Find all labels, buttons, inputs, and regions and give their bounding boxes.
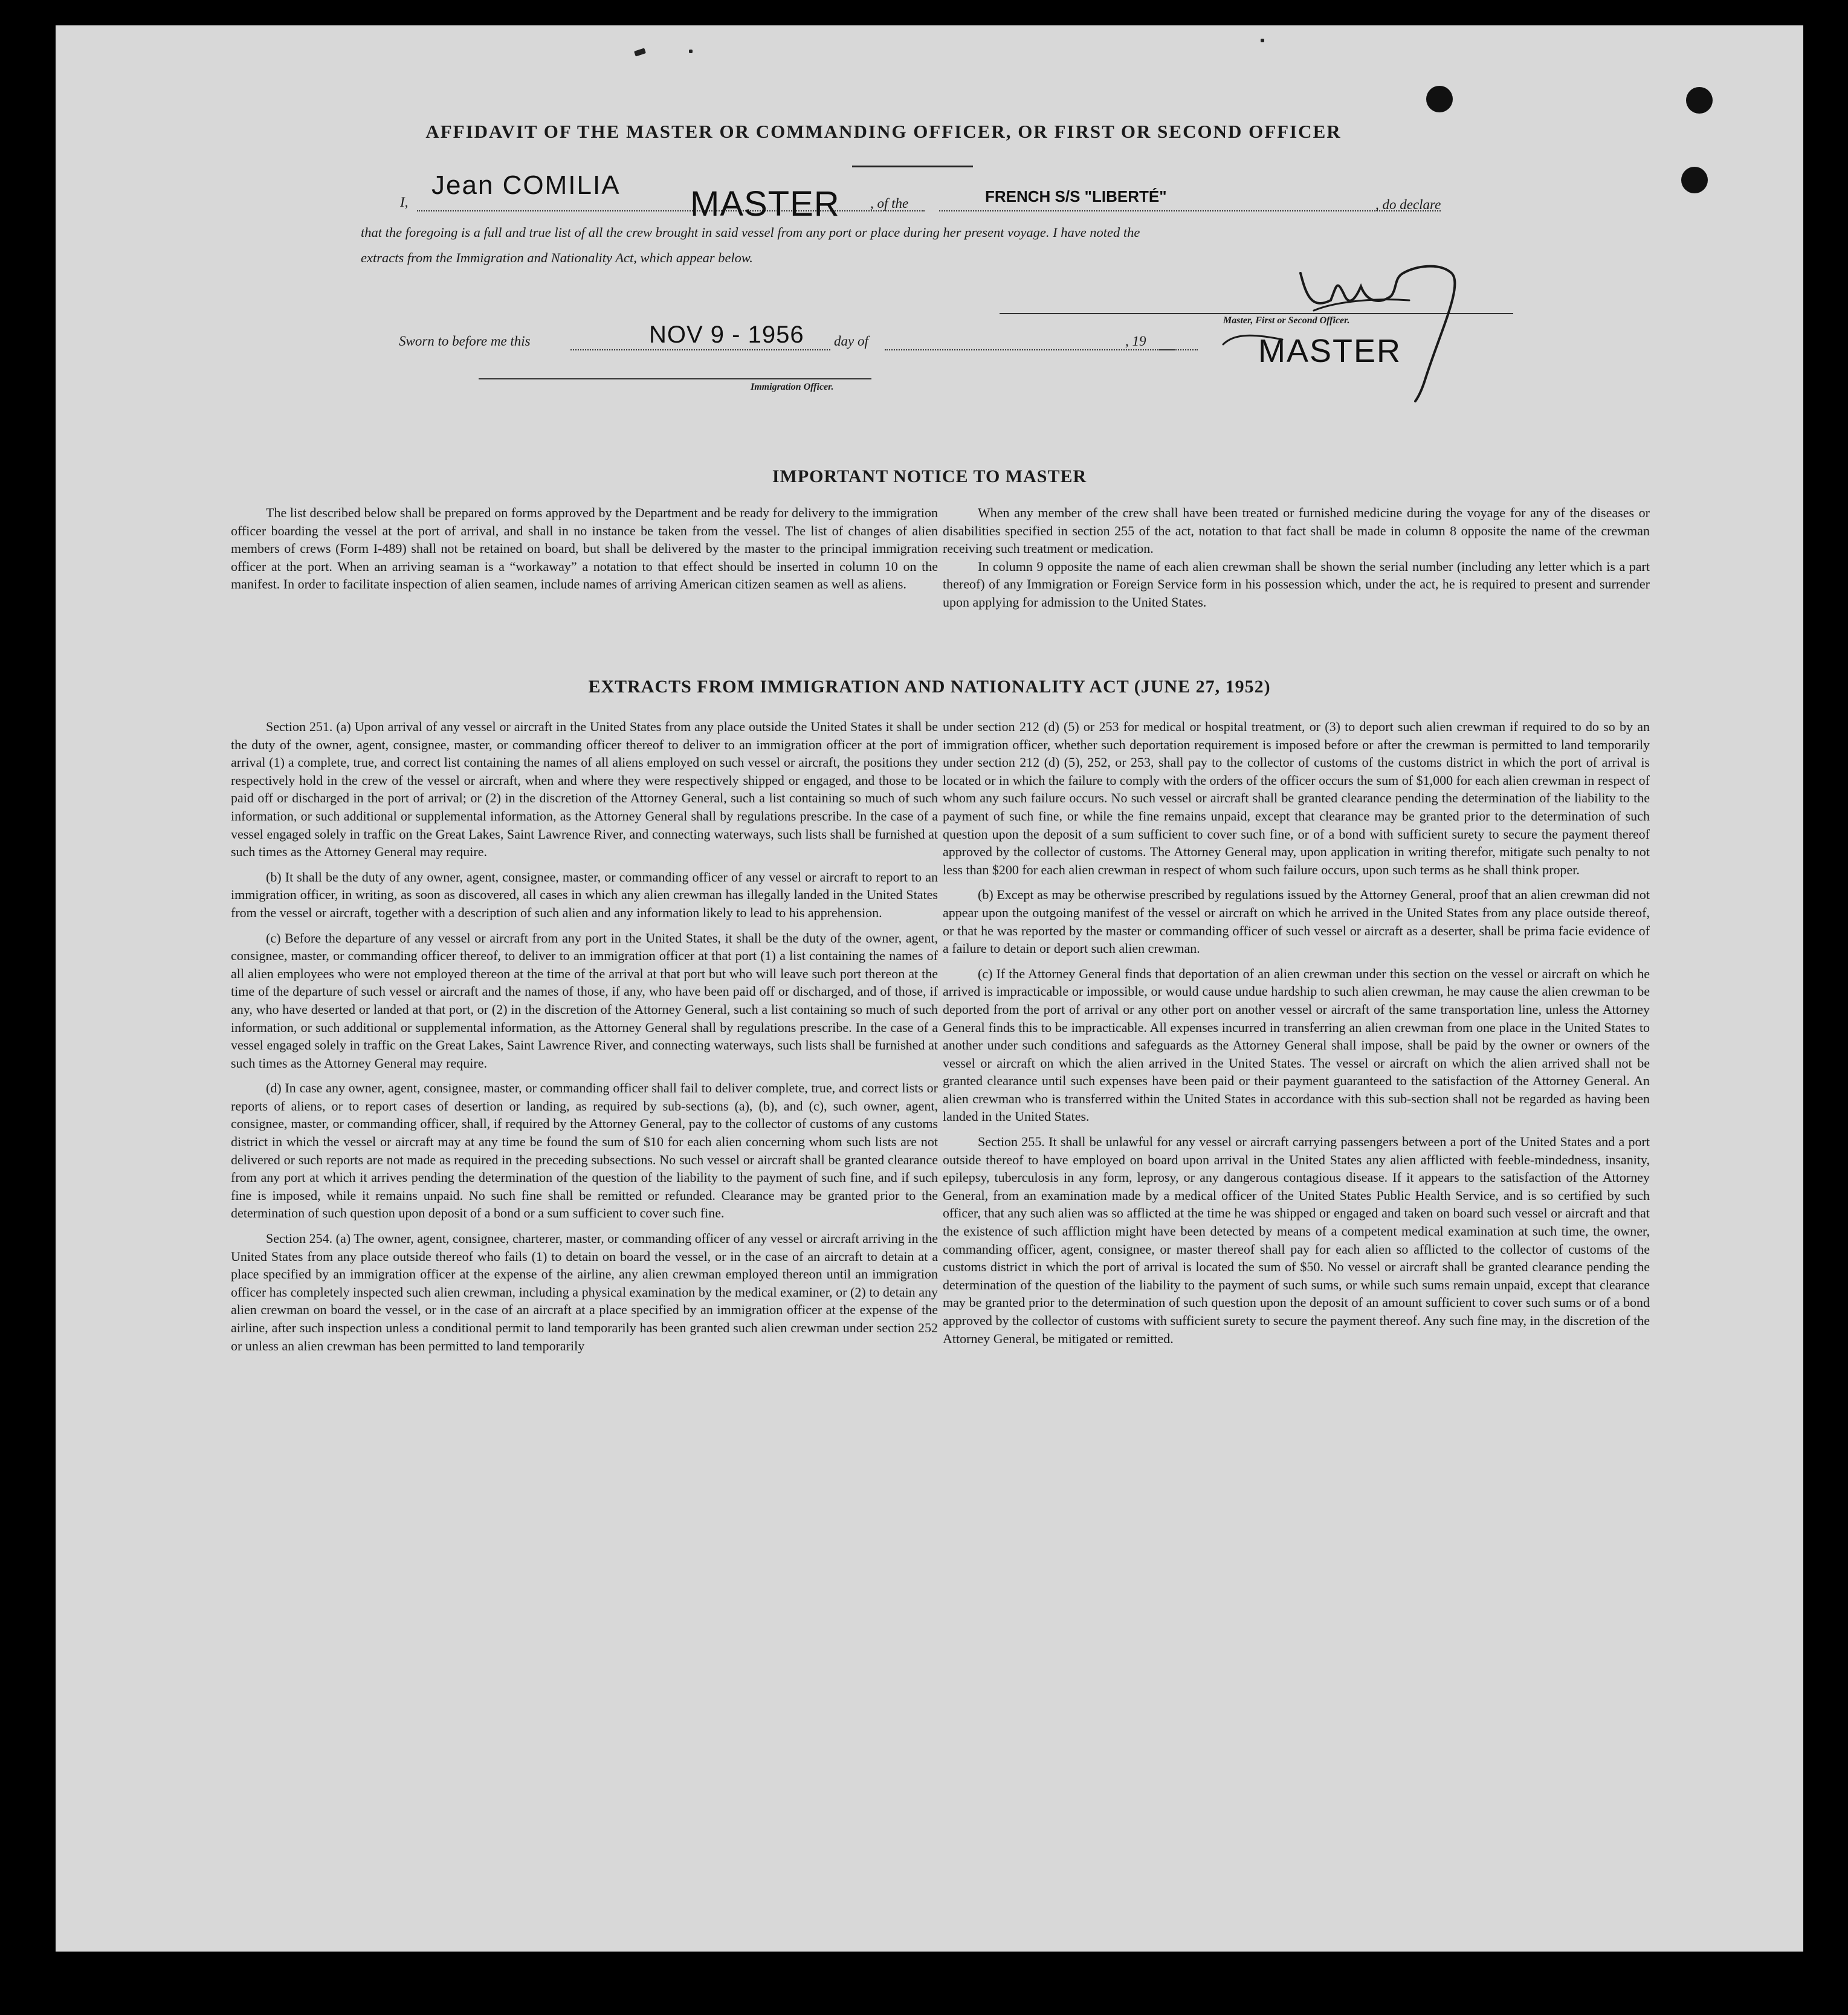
section-251-c: (c) Before the departure of any vessel or aircraft from any port in the United States, it shall be the duty of the owner, agent, consignee, master, or commanding officer thereof, to deliver to an immigration officer at that port (1) a list containing the names of all alien employees who were not employed thereon at the time of the arrival at that port but who will leave such port thereon at the time of the departure of such vessel or aircraft and the names of those, if any, who have been paid off or discharged, and of those, if any, who have deserted or landed at that port, or (2) in the discretion of the Attorney General, such a list containing so much of such information, or such additional or supplemental information, as the Attorney General shall by regulations prescribe. In the case of a vessel engaged solely in traffic on the Great Lakes, Saint Lawrence River, and connecting waterways, such lists shall be furnished at such times as the Attorney General may require.	[231, 930, 938, 1071]
punch-hole	[1426, 86, 1453, 112]
sworn-label: Sworn to before me this	[399, 334, 531, 349]
sworn-date-line	[570, 349, 830, 350]
notice-right-paragraph-1: When any member of the crew shall have been treated or furnished medicine during the voyage for any of the diseases or disabilities specified in section 255 of the act, notation to that fact shall be made in column 8 opposite the name of the crewman receiving such treatment or medication.	[943, 505, 1650, 556]
extracts-left-column	[231, 718, 938, 1355]
extracts-heading: EXTRACTS FROM IMMIGRATION AND NATIONALITY ACT (JUNE 27, 1952)	[588, 677, 1271, 697]
section-254-b: (b) Except as may be otherwise prescribed by regulations issued by the Attorney General, proof that an alien crewman did not appear upon the outgoing manifest of the vessel or aircraft on which he arrived in the United States from any place outside thereof, or that he was reported by the master or commanding officer of such vessel or aircraft as a deserter, shall be prima facie evidence of a failure to detain or deport such alien crewman.	[943, 887, 1650, 956]
rank-typed: MASTER	[690, 184, 840, 224]
master-signature	[1186, 243, 1488, 412]
do-declare-label: , do declare	[1375, 197, 1441, 212]
immigration-officer-caption: Immigration Officer.	[751, 382, 834, 392]
officer-stamp: MASTER	[1258, 333, 1402, 369]
section-254-a: Section 254. (a) The owner, agent, consignee, charterer, master, or commanding officer of any vessel or aircraft arriving in the United States from any place outside thereof who fails (1) to detain on board the vessel, or in the case of an aircraft to detain at a place specified by an immigration officer at the expense of the airline, any alien crewman employed thereon until an immigration officer has completely inspected such alien crewman, including a physical examination by the medical examiner, or (2) to detain any alien crewman on board the vessel, or in the case of an aircraft at a place specified by an immigration officer at the expense of the airline, after such inspection unless a conditional permit to land temporarily has been granted such alien crewman under section 252 or unless an alien crewman has been permitted to land temporarily	[231, 1231, 938, 1353]
name-field-line	[417, 210, 925, 211]
notice-heading: IMPORTANT NOTICE TO MASTER	[772, 466, 1087, 486]
vessel-name-typed: FRENCH S/S "LIBERTÉ"	[985, 187, 1167, 205]
of-the-label: , of the	[870, 196, 909, 211]
section-254-a-continued: under section 212 (d) (5) or 253 for medical or hospital treatment, or (3) to deport such alien crewman if required to do so by an immigration officer, whether such deportation requirement is imposed before or after the crewman is permitted to land temporarily under section 212 (d) (5), 252, or 253, shall pay to the collector of customs of the customs district in which the port of arrival is located or in which the failure to comply with the orders of the officer occurs the sum of $1,000 for each alien crewman in respect of whom any such failure occurs. No such vessel or aircraft shall be granted clearance pending the determination of the liability to the payment of such fine, or while the fine remains unpaid, except that clearance may be granted prior to the determination of such question upon the deposit of a sum sufficient to cover such fine, or of a bond with sufficient surety to secure the payment thereof approved by the collector of customs. The Attorney General may, upon application in writing therefor, mitigate such penalty to not less than $200 for each alien crewman in respect of whom such failure occurs, upon such terms as he shall think proper.	[943, 719, 1650, 877]
punch-hole	[1681, 167, 1708, 193]
notice-right-paragraph-2: In column 9 opposite the name of each alien crewman shall be shown the serial number (including any letter which is a part thereof) of any Immigration or Foreign Service form in his possession which, under the act, he is required to present and surrender upon applying for admission to the United States.	[943, 558, 1650, 610]
declaration-line-1: that the foregoing is a full and true list of all the crew brought in said vessel from any port or place during her present voyage. I have noted the	[361, 225, 1140, 240]
speck	[689, 50, 693, 53]
sworn-date-stamp: NOV 9 - 1956	[649, 321, 804, 348]
notice-left-paragraph: The list described below shall be prepared on forms approved by the Department and be ready for delivery to the immigration officer boarding the vessel at the port of arrival, and shall in no instance be taken from the vessel. The list of changes of alien members of crews (Form I-489) shall not be retained on board, but shall be delivered by the master to the principal immigration officer at the port. When an arriving seaman is a “workaway” a notation to that effect should be inserted in column 10 on the manifest. In order to facilitate inspection of alien seamen, include names of arriving American citizen seamen as well as aliens.	[231, 505, 938, 592]
month-field-line	[885, 349, 1175, 350]
extracts-right-column	[943, 718, 1650, 1347]
master-name-typed: Jean COMILIA	[431, 170, 621, 200]
section-254-c: (c) If the Attorney General finds that deportation of an alien crewman under this section on the vessel or aircraft on which he arrived is impracticable or impossible, or would cause undue hardship to such alien crewman, he may cause the alien crewman to be deported from the port of arrival or any other port on another vessel or aircraft of the same transportation line, unless the Attorney General finds this to be impracticable. All expenses incurred in transferring an alien crewman from one place in the United States to another under such conditions and safeguards as the Attorney General shall impose, shall be paid by the owner or owners of the vessel or aircraft on which the alien arrived in the United States. The vessel or aircraft on which the alien arrived shall not be granted clearance until such expenses have been paid or their payment guaranteed to the satisfaction of the Attorney General. An alien crewman who is transferred within the United States in accordance with this sub-section shall not be regarded as having been landed in the United States.	[943, 966, 1650, 1124]
section-251-b: (b) It shall be the duty of any owner, agent, consignee, master, or commanding officer of any vessel or aircraft to report to an immigration officer, in writing, as soon as discovered, all cases in which any alien crewman has illegally landed in the United States from the vessel or aircraft, together with a description of such alien and any information likely to lead to his apprehension.	[231, 869, 938, 920]
section-251-d: (d) In case any owner, agent, consignee, master, or commanding officer shall fail to deliver complete, true, and correct lists or reports of aliens, or to report cases of desertion or landing, as required by sub-sections (a), (b), and (c), such owner, agent, consignee, master, or commanding officer, shall, if required by the Attorney General, pay to the collector of customs of any customs district in which the vessel or aircraft may at any time be found the sum of $10 for each alien concerning whom such lists are not delivered or such reports are not made as required in the preceding subsections. No such vessel or aircraft shall be granted clearance from any port at which it arrives pending the determination of the question of the liability to the payment of such fine, and if such fine is imposed, while it remains unpaid. No such fine shall be remitted or refunded. Clearance may be granted prior to the determination of such question upon deposit of a bond or a sum sufficient to cover such fine.	[231, 1080, 938, 1221]
section-251-a: Section 251. (a) Upon arrival of any vessel or aircraft in the United States from any place outside the United States it shall be the duty of the owner, agent, consignee, master, or commanding officer thereof to deliver to an immigration officer at the port of arrival (1) a complete, true, and correct list containing the names of all aliens employed on such vessel or aircraft, the positions they respectively hold in the crew of the vessel or aircraft, when and where they were respectively shipped or engaged, and those to be paid off or discharged in the port of arrival; or (2) in the discretion of the Attorney General, such a list containing so much of such information, or such additional or supplemental information, as the Attorney General shall by regulations prescribe. In the case of a vessel engaged solely in traffic on the Great Lakes, Saint Lawrence River, and connecting waterways, such lists shall be furnished at such times as the Attorney General may require.	[231, 719, 938, 860]
speck	[634, 48, 646, 56]
title-divider	[852, 166, 973, 167]
day-of-label: day of	[834, 334, 868, 349]
year-label: , 19	[1125, 334, 1146, 349]
notice-right-column	[943, 504, 1650, 611]
declaration-line-2: extracts from the Immigration and Nationality Act, which appear below.	[361, 250, 753, 265]
affidavit-title: AFFIDAVIT OF THE MASTER OR COMMANDING OFFICER, OR FIRST OR SECOND OFFICER	[425, 121, 1342, 142]
immigration-officer-line	[479, 378, 871, 379]
section-255: Section 255. It shall be unlawful for any vessel or aircraft carrying passengers between a port of the United States and a port outside thereof to have employed on board upon arrival in the United States any alien afflicted with feeble-mindedness, insanity, epilepsy, tuberculosis in any form, leprosy, or any dangerous contagious disease. If it appears to the satisfaction of the Attorney General, from an examination made by a medical officer of the United States Public Health Service, and is so certified by such officer, that any such alien was so afflicted at the time he was shipped or engaged and taken on board such vessel or aircraft and that the existence of such affliction might have been detected by means of a competent medical examination at such time, the owner, commanding officer, agent, consignee, or master thereof shall pay for each alien so afflicted to the collector of customs of the customs district in which the port of arrival is located the sum of $50. No vessel or aircraft shall be granted clearance pending the determination of the question of the liability to the payment of such sums, or while such sums remain unpaid, except that clearance may be granted prior to the determination of such question upon the deposit of an amount sufficient to cover such sums or of a bond approved by the collector of customs with sufficient surety to secure the payment thereof. Any such fine may, in the discretion of the Attorney General, be mitigated or remitted.	[943, 1134, 1650, 1346]
speck	[1261, 39, 1264, 42]
vessel-field-line	[939, 210, 1441, 211]
officer-caption: Master, First or Second Officer.	[1223, 315, 1350, 326]
i-label: I,	[400, 195, 409, 210]
document-page	[56, 25, 1803, 1952]
notice-left-column	[231, 504, 938, 593]
punch-hole	[1686, 87, 1713, 114]
year-field-line	[1159, 349, 1198, 350]
